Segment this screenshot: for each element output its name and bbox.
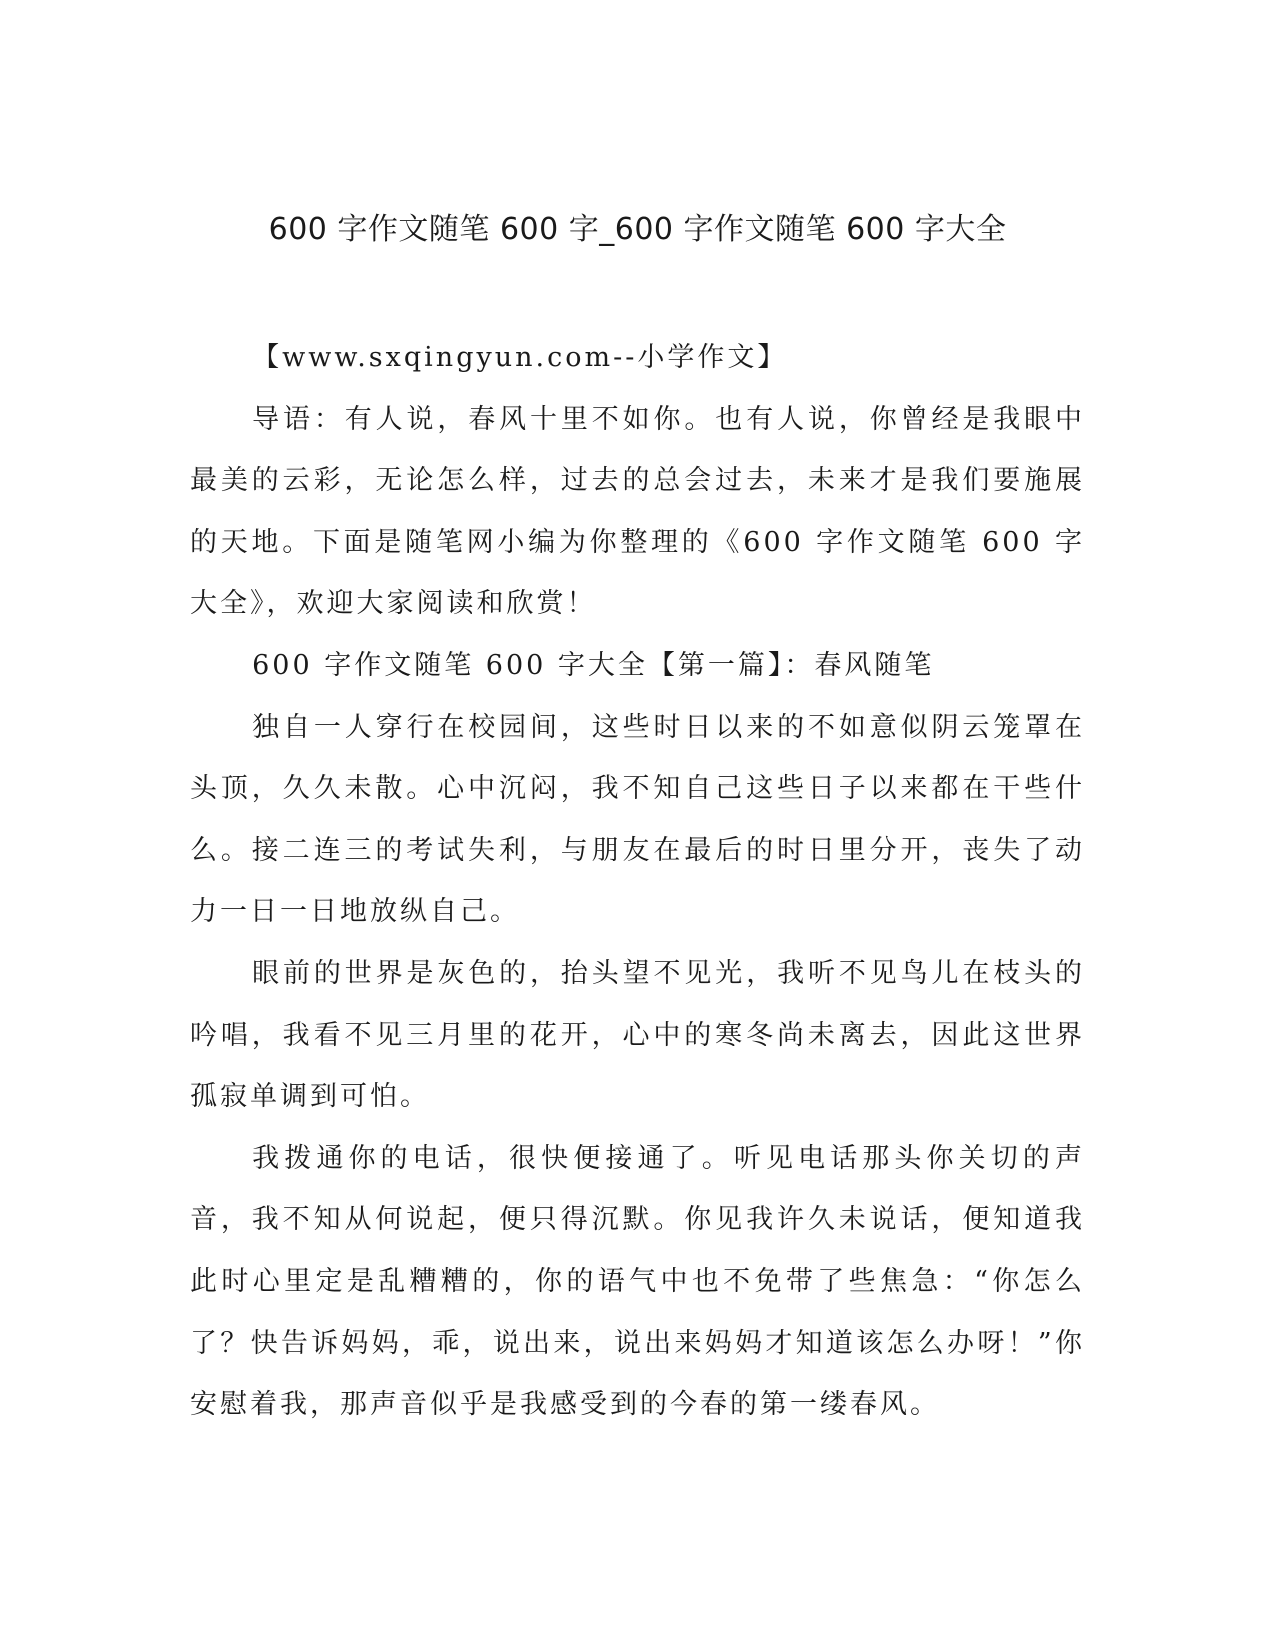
document-title: 600 字作文随笔 600 字_600 字作文随笔 600 字大全 <box>268 212 1007 247</box>
document-body <box>190 327 1085 1436</box>
source-line: 【www.sxqingyun.com--小学作文】 <box>252 342 788 373</box>
body-paragraph: 眼前的世界是灰色的，抬头望不见光，我听不见鸟儿在枝头的吟唱，我看不见三月里的花开，心中的寒冬尚未离去，因此这世界孤寂单调到可怕。 <box>190 957 1085 1113</box>
body-paragraph: 独自一人穿行在校园间，这些时日以来的不如意似阴云笼罩在头顶，久久未散。心中沉闷，我不知自己这些日子以来都在干些什么。接二连三的考试失利，与朋友在最后的时日里分开，丧失了动力一日一日地放纵自己。 <box>190 711 1085 928</box>
section-heading: 600 字作文随笔 600 字大全【第一篇】：春风随笔 <box>252 649 935 681</box>
intro-paragraph: 导语：有人说，春风十里不如你。也有人说，你曾经是我眼中最美的云彩，无论怎么样，过去的总会过去，未来才是我们要施展的天地。下面是随笔网小编为你整理的《600 字作文随笔 600 字大全》，欢迎大家阅读和欣赏！ <box>190 403 1085 620</box>
body-paragraph: 我拨通你的电话，很快便接通了。听见电话那头你关切的声音，我不知从何说起，便只得沉默。你见我许久未说话，便知道我此时心里定是乱糟糟的，你的语气中也不免带了些焦急：“你怎么了？快告诉妈妈，乖，说出来，说出来妈妈才知道该怎么办呀！”你安慰着我，那声音似乎是我感受到的今春的第一缕春风。 <box>190 1142 1085 1421</box>
